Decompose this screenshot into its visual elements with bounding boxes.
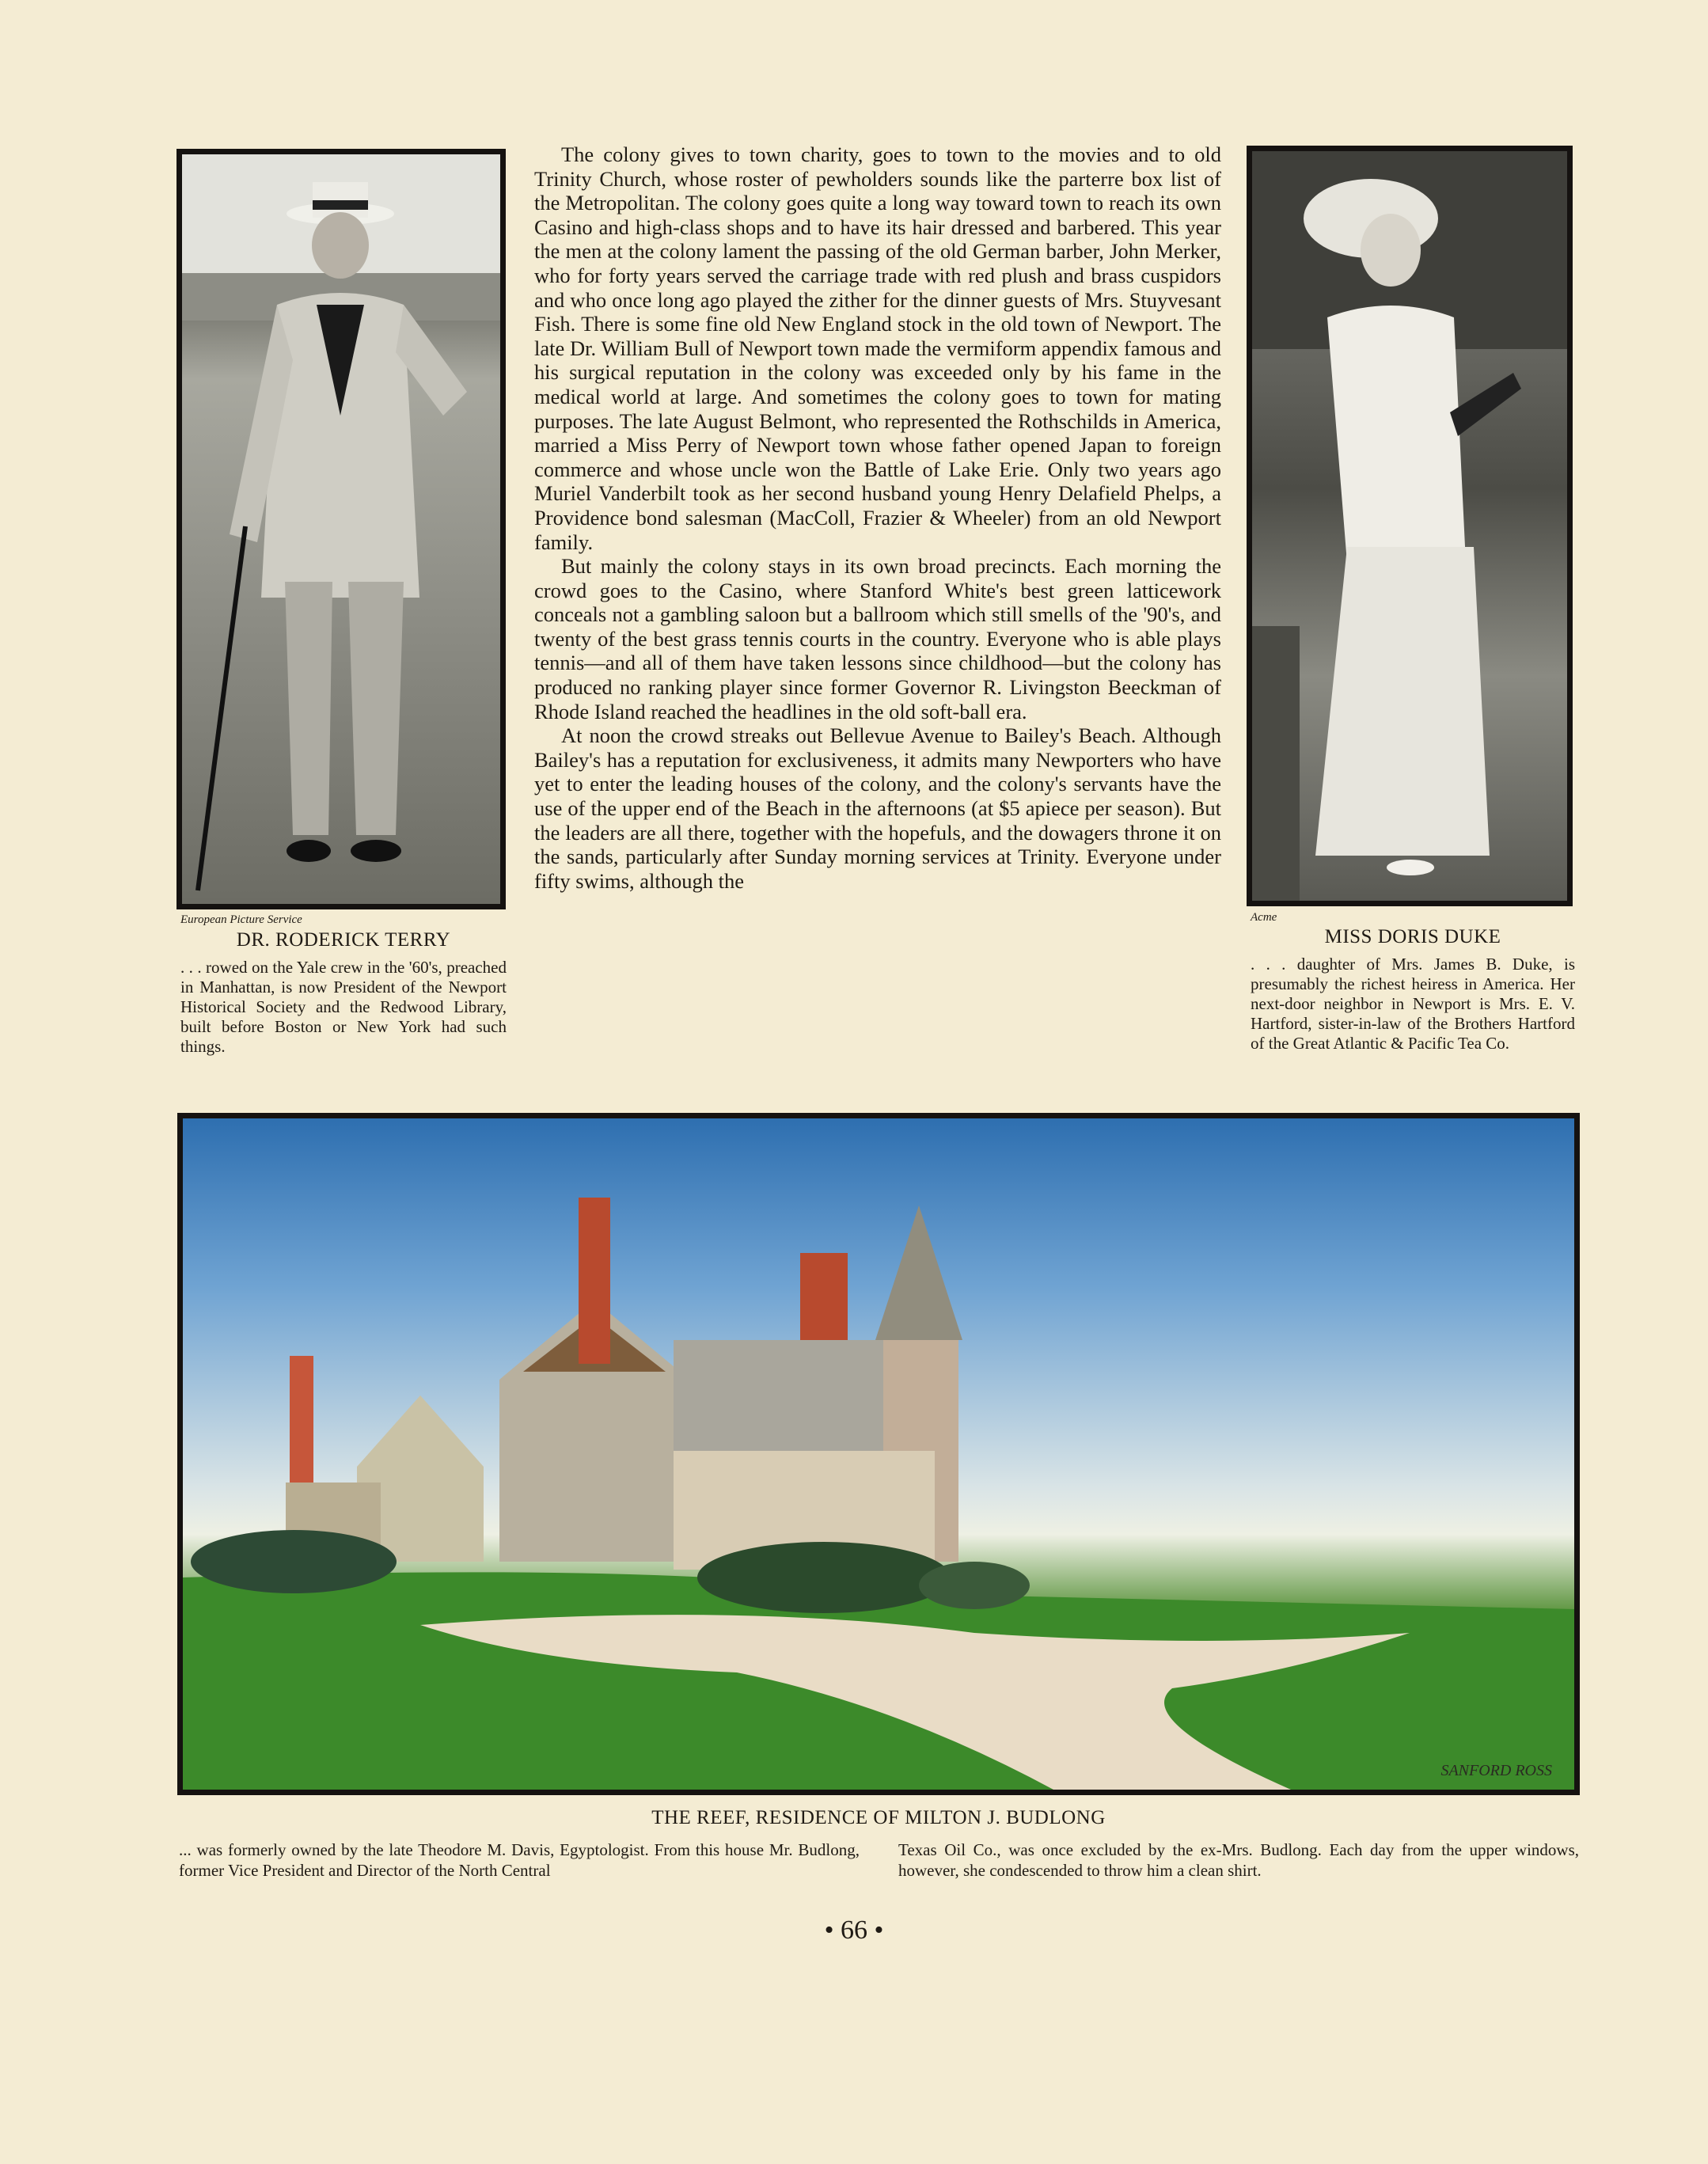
photo-roderick-terry — [176, 149, 506, 909]
painting-caption-left: ... was formerly owned by the late Theodore M. Davis, Egyptologist. From this house Mr. Budlong, former Vice President and Director of the North Central — [179, 1840, 860, 1880]
photo-caption: . . . rowed on the Yale crew in the '60's, preached in Manhattan, is now President of the Newport Historical Society and the Redwood Library, built before Boston or New York had such things. — [180, 958, 507, 1056]
photo-caption: . . . daughter of Mrs. James B. Duke, is presumably the richest heiress in America. Her next-door neighbor in Newport is Mrs. E. V. Hartford, sister-in-law of the Brothers Hartford of the Great Atlantic & Pacific Tea Co. — [1251, 955, 1575, 1053]
photo-title: DR. RODERICK TERRY — [236, 929, 451, 951]
painting-caption-right: Texas Oil Co., was once excluded by the ex-Mrs. Budlong. Each day from the upper windows, however, she condescended to throw him a clean shirt. — [898, 1840, 1579, 1880]
man-figure-illustration — [182, 154, 500, 904]
artist-signature: SANFORD ROSS — [1440, 1762, 1552, 1779]
article-body — [534, 142, 1221, 893]
paragraph: The colony gives to town charity, goes to town to the movies and to old Trinity Church, whose roster of pewholders sounds like the parterre box list of the Metropolitan. The colony goes quite a long way toward town to reach its own Casino and high-class shops and to have its hair dressed and barbered. This year the men at the colony lament the passing of the old German barber, John Merker, who for forty years served the carriage trade with red plush and brass cuspidors and who once long ago played the zither for the dinner guests of Mrs. Stuyvesant Fish. There is some fine old New England stock in the old town of Newport. The late Dr. William Bull of Newport town made the vermiform appendix famous and his surgical reputation in the colony was exceeded only by his fame in the medical world at large. And sometimes the colony goes to town for mating purposes. The late August Belmont, who represented the Rothschilds in America, married a Miss Perry of Newport town whose father opened Japan to foreign commerce and whose uncle won the Battle of Lake Erie. Only two years ago Muriel Vanderbilt took as her second husband young Henry Delafield Phelps, a Providence bond salesman (MacColl, Frazier & Wheeler) from an old Newport family. — [534, 142, 1221, 554]
painting-the-reef — [177, 1113, 1580, 1795]
painting-title: THE REEF, RESIDENCE OF MILTON J. BUDLONG — [651, 1807, 1106, 1828]
page-number: • 66 • — [824, 1915, 884, 1945]
paragraph: But mainly the colony stays in its own broad precincts. Each morning the crowd goes to the Casino, where Stanford White's best green latticework conceals not a gambling saloon but a ballroom which still smells of the '90's, and twenty of the best grass tennis courts in the country. Everyone who is able plays tennis—and all of them have taken lessons since childhood—but the colony has produced no ranking player since former Governor R. Livingston Beeckman of Rhode Island reached the headlines in the old soft-ball era. — [534, 554, 1221, 723]
photo-title: MISS DORIS DUKE — [1324, 926, 1501, 947]
photo-credit: Acme — [1251, 911, 1277, 924]
photo-doris-duke — [1247, 146, 1573, 906]
woman-figure-illustration — [1252, 151, 1567, 901]
house-painting-illustration — [183, 1118, 1574, 1790]
photo-credit: European Picture Service — [180, 913, 302, 926]
paragraph: At noon the crowd streaks out Bellevue Avenue to Bailey's Beach. Although Bailey's has a reputation for exclusiveness, it admits many Newporters who have yet to enter the leading houses of the colony, and the colony's servants have the use of the upper end of the Beach in the afternoons (at $5 apiece per season). But the leaders are all there, together with the hopefuls, and the dowagers throne it on the sands, particularly after Sunday morning services at Trinity. Everyone under fifty swims, although the — [534, 723, 1221, 893]
